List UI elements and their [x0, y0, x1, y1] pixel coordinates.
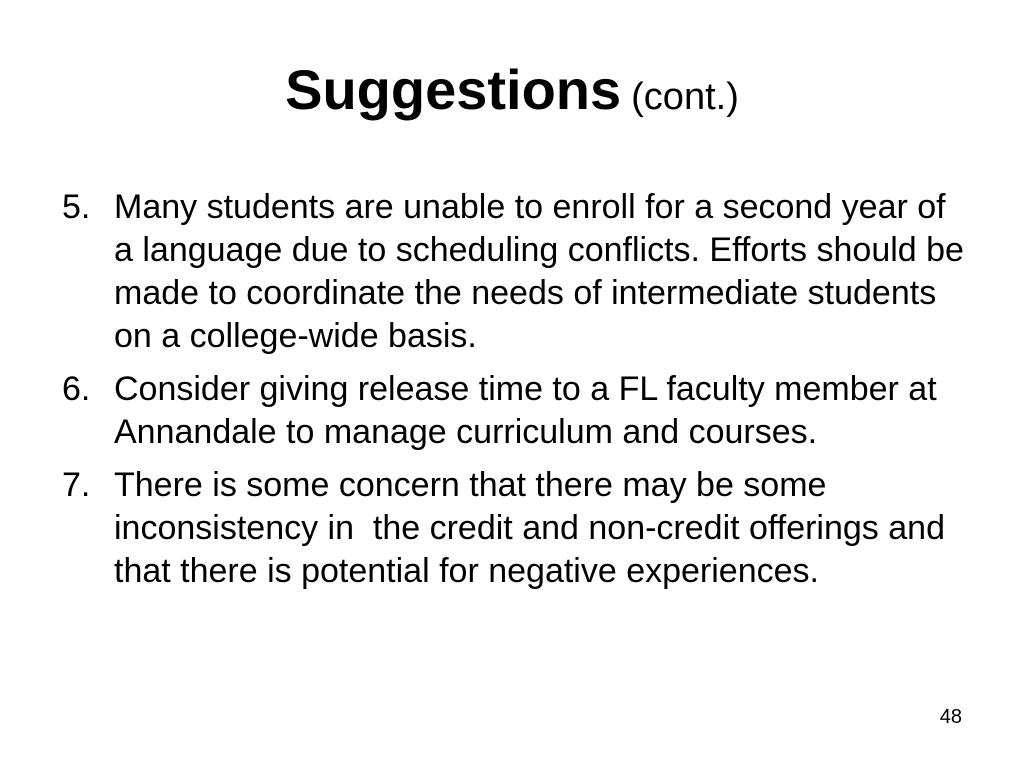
item-number: 5. — [62, 188, 91, 226]
item-text: Consider giving release time to a FL faculty member at Annandale to manage curriculum and courses. — [114, 370, 945, 451]
item-number: 7. — [62, 466, 91, 504]
item-text: Many students are unable to enroll for a second year of a language due to scheduling conflicts. Efforts should be made to coordinate the needs of intermediate students on a college-wide basis. — [114, 188, 974, 355]
title-main: Suggestions — [285, 58, 622, 121]
item-number: 6. — [62, 370, 91, 408]
page-number: 48 — [939, 706, 962, 728]
list-item — [62, 186, 972, 358]
title-suffix: (cont.) — [631, 76, 739, 118]
item-text: There is some concern that there may be some inconsistency in the credit and non-credit offerings and that there is potential for negative experiences. — [114, 466, 955, 590]
list-item — [62, 368, 972, 454]
list-item — [62, 464, 972, 593]
slide-title — [0, 58, 1024, 121]
suggestion-list — [62, 186, 972, 603]
